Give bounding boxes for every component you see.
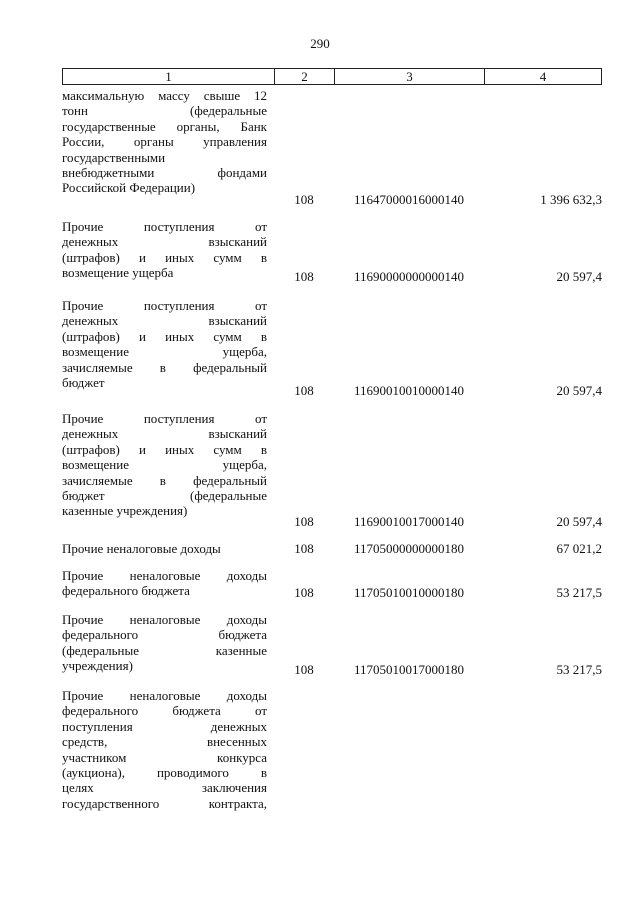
description-line: участником конкурса bbox=[62, 749, 267, 765]
amount: 20 597,4 bbox=[556, 383, 602, 398]
description-line: тонн (федеральные bbox=[62, 103, 267, 119]
page-number: 290 bbox=[310, 36, 330, 51]
amount: 20 597,4 bbox=[556, 514, 602, 529]
admin-code: 108 bbox=[294, 383, 314, 398]
row-description bbox=[62, 219, 267, 281]
description-line: (штрафов) и иных сумм в bbox=[62, 249, 267, 265]
description-line: зачисляемые в федеральный bbox=[62, 359, 267, 375]
description-line: денежных взысканий bbox=[62, 234, 267, 250]
description-line: зачисляемые в федеральный bbox=[62, 472, 267, 488]
description-line: (штрафов) и иных сумм в bbox=[62, 441, 267, 457]
description-line: (аукциона), проводимого в bbox=[62, 765, 267, 781]
description-line: возмещение ущерба, bbox=[62, 457, 267, 473]
description-line: учреждения) bbox=[62, 658, 133, 674]
amount: 1 396 632,3 bbox=[540, 192, 602, 207]
admin-code: 108 bbox=[294, 514, 314, 529]
description-line: России, органы управления bbox=[62, 134, 267, 150]
description-line: возмещение ущерба bbox=[62, 265, 174, 281]
description-line: Прочие поступления от bbox=[62, 219, 267, 234]
description-line: федерального бюджета от bbox=[62, 703, 267, 719]
description-line: (федеральные казенные bbox=[62, 642, 267, 658]
row-description bbox=[62, 298, 267, 390]
description-line: Прочие поступления от bbox=[62, 411, 267, 426]
budget-classification-code: 11705010017000180 bbox=[353, 662, 465, 677]
description-line: денежных взысканий bbox=[62, 313, 267, 329]
description-line: Прочие поступления от bbox=[62, 298, 267, 313]
amount: 53 217,5 bbox=[556, 662, 602, 677]
table-header bbox=[62, 68, 602, 85]
row-description bbox=[62, 612, 267, 674]
description-line: Прочие неналоговые доходы bbox=[62, 688, 267, 703]
column-header-2: 2 bbox=[275, 69, 335, 84]
description-line: федерального бюджета bbox=[62, 583, 190, 599]
row-description bbox=[62, 88, 267, 196]
description-line: целях заключения bbox=[62, 780, 267, 796]
description-line: внебюджетными фондами bbox=[62, 165, 267, 181]
row-description bbox=[62, 411, 267, 519]
row-description bbox=[62, 688, 267, 811]
description-line: максимальную массу свыше 12 bbox=[62, 88, 267, 103]
budget-classification-code: 11705000000000180 bbox=[353, 541, 465, 556]
column-header-4: 4 bbox=[539, 69, 547, 84]
description-line: казенные учреждения) bbox=[62, 503, 188, 519]
description-line: денежных взысканий bbox=[62, 426, 267, 442]
row-description bbox=[62, 568, 267, 599]
description-line: бюджет bbox=[62, 375, 105, 391]
description-line: Прочие неналоговые доходы bbox=[62, 612, 267, 627]
budget-classification-code: 11705010010000180 bbox=[353, 585, 465, 600]
admin-code: 108 bbox=[294, 541, 314, 556]
budget-classification-code: 11690010010000140 bbox=[353, 383, 465, 398]
budget-classification-code: 11690010017000140 bbox=[353, 514, 465, 529]
description-line: федерального бюджета bbox=[62, 627, 267, 643]
description-line: государственные органы, Банк bbox=[62, 118, 267, 134]
amount: 67 021,2 bbox=[556, 541, 602, 556]
admin-code: 108 bbox=[294, 269, 314, 284]
row-description bbox=[62, 541, 267, 556]
description-line: Прочие неналоговые доходы bbox=[62, 541, 221, 556]
description-line: поступления денежных bbox=[62, 718, 267, 734]
column-header-1: 1 bbox=[63, 69, 275, 84]
budget-classification-code: 11647000016000140 bbox=[353, 192, 465, 207]
description-line: Российской Федерации) bbox=[62, 180, 196, 196]
column-header-3: 3 bbox=[335, 69, 485, 84]
description-line: возмещение ущерба, bbox=[62, 344, 267, 360]
description-line: государственного контракта, bbox=[62, 795, 267, 811]
admin-code: 108 bbox=[294, 662, 314, 677]
description-line: (штрафов) и иных сумм в bbox=[62, 328, 267, 344]
description-line: бюджет (федеральные bbox=[62, 488, 267, 504]
budget-classification-code: 11690000000000140 bbox=[353, 269, 465, 284]
amount: 20 597,4 bbox=[556, 269, 602, 284]
description-line: Прочие неналоговые доходы bbox=[62, 568, 267, 583]
description-line: средств, внесенных bbox=[62, 734, 267, 750]
admin-code: 108 bbox=[294, 585, 314, 600]
description-line: государственными bbox=[62, 149, 166, 165]
admin-code: 108 bbox=[294, 192, 314, 207]
amount: 53 217,5 bbox=[556, 585, 602, 600]
